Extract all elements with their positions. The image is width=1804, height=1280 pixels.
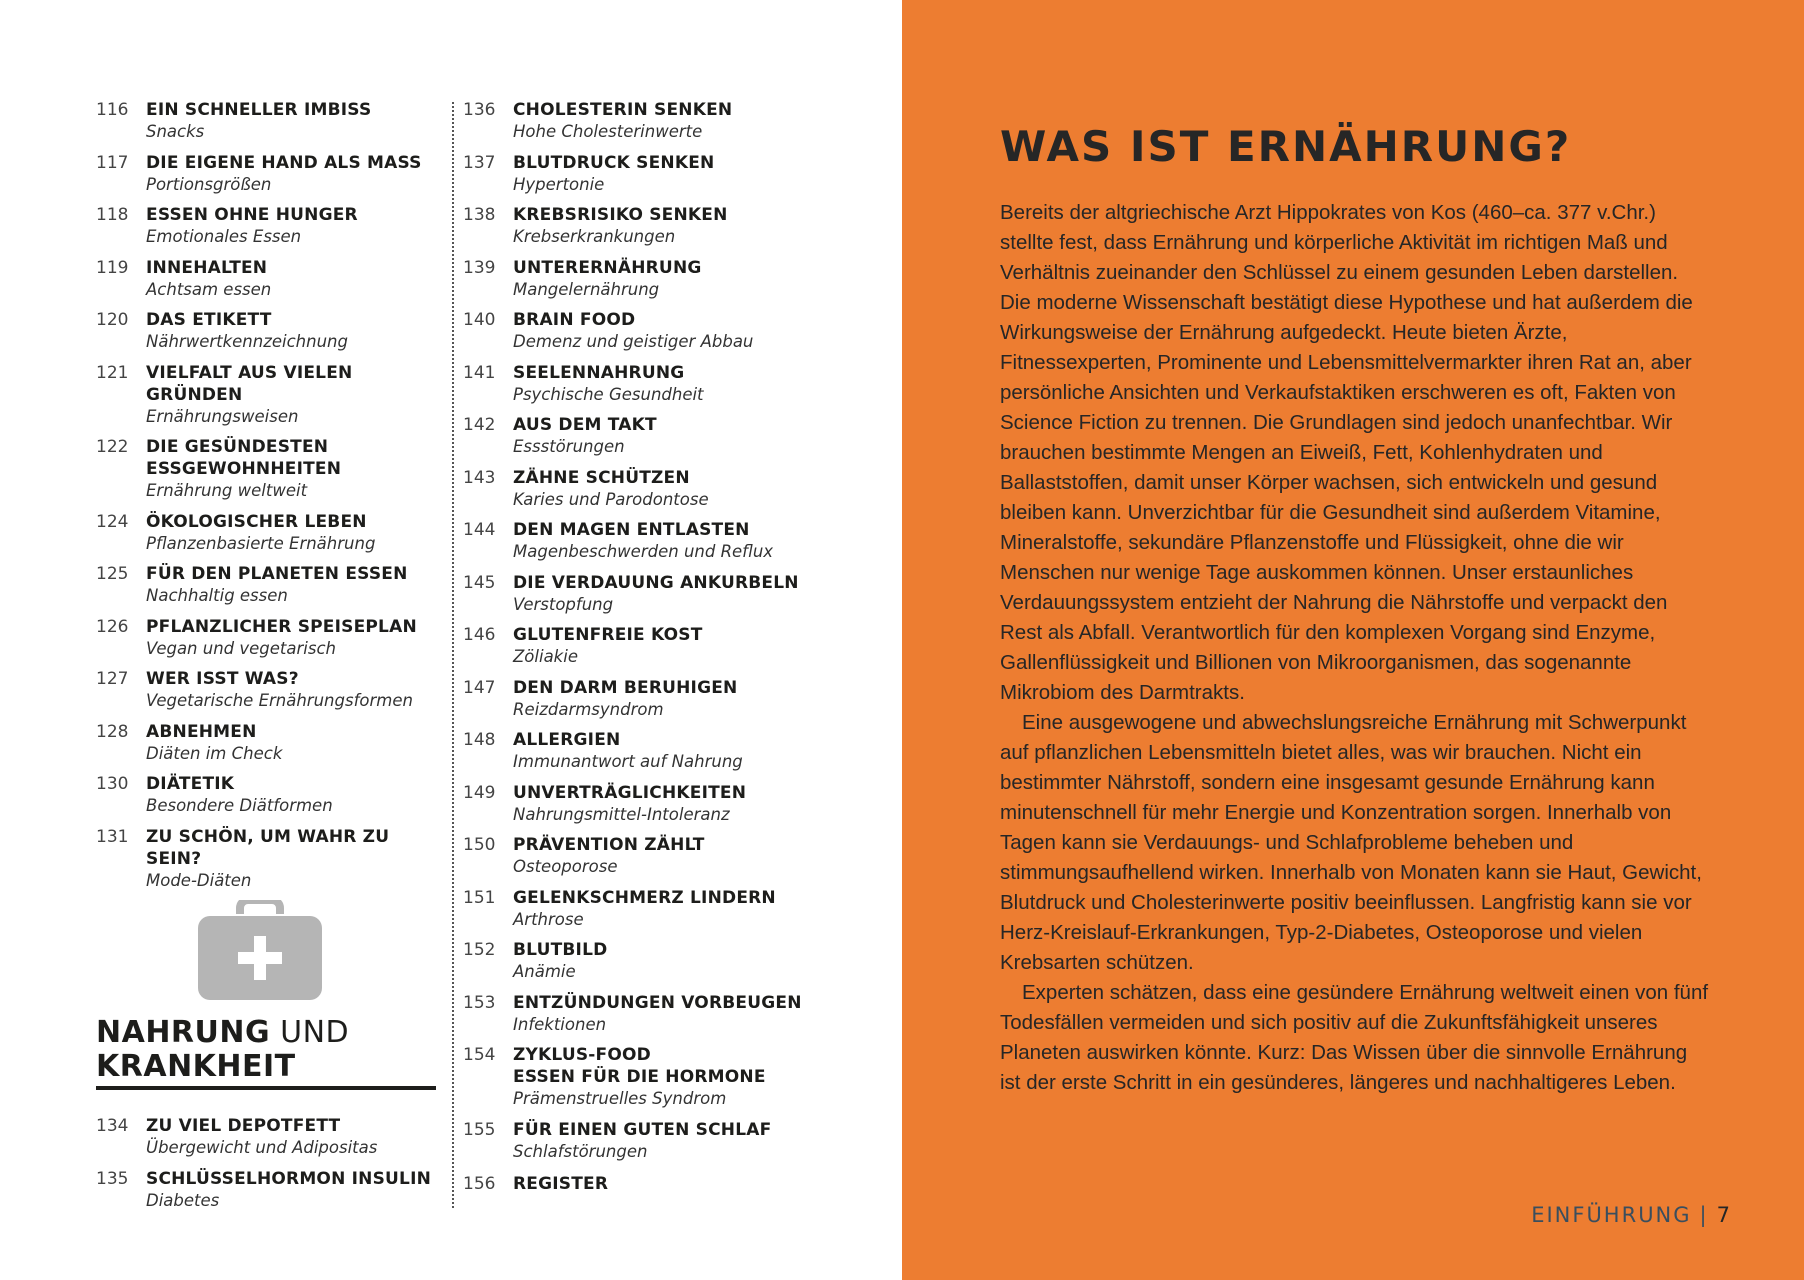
toc-title: UNVERTRÄGLICHKEITEN bbox=[513, 782, 747, 803]
section-heading-light: UND bbox=[270, 1015, 350, 1050]
toc-title: FÜR EINEN GUTEN SCHLAF bbox=[513, 1119, 772, 1140]
toc-page-number: 125 bbox=[96, 564, 129, 584]
toc-page-number: 134 bbox=[96, 1116, 129, 1136]
toc-title: DIE GESÜNDESTEN ESSGEWOHNHEITEN bbox=[146, 437, 342, 479]
toc-title: FÜR DEN PLANETEN ESSEN bbox=[146, 564, 408, 584]
toc-page-number: 140 bbox=[463, 310, 496, 330]
toc-entry bbox=[463, 362, 823, 406]
toc-title: KREBSRISIKO SENKEN bbox=[513, 205, 728, 225]
toc-page-number: 124 bbox=[96, 511, 129, 532]
toc-entry bbox=[96, 1168, 446, 1212]
toc-subtitle: Achtsam essen bbox=[146, 279, 272, 299]
toc-subtitle: Nahrungsmittel-Intoleranz bbox=[513, 804, 730, 824]
toc-subtitle: Mangelernährung bbox=[513, 279, 660, 299]
toc-title: UNTERERNÄHRUNG bbox=[513, 257, 702, 278]
toc-entry bbox=[96, 826, 446, 892]
article-body bbox=[1000, 198, 1712, 1098]
toc-column-1 bbox=[96, 99, 446, 900]
toc-title: DEN DARM BERUHIGEN bbox=[513, 677, 738, 698]
toc-title: ZU SCHÖN, UM WAHR ZU SEIN? bbox=[146, 826, 390, 869]
toc-subtitle: Osteoporose bbox=[513, 857, 618, 876]
toc-subtitle: Snacks bbox=[146, 122, 205, 141]
toc-title: ENTZÜNDUNGEN VORBEUGEN bbox=[513, 992, 802, 1013]
toc-title: ESSEN OHNE HUNGER bbox=[146, 205, 358, 225]
toc-subtitle: Immunantwort auf Nahrung bbox=[513, 752, 743, 771]
toc-page-number: 136 bbox=[463, 100, 496, 120]
toc-subtitle: Portionsgrößen bbox=[146, 174, 272, 194]
toc-subtitle: Diäten im Check bbox=[146, 743, 283, 763]
toc-page-number: 145 bbox=[463, 572, 496, 593]
toc-subtitle: Verstopfung bbox=[513, 594, 614, 614]
article-paragraph-1: Bereits der altgriechische Arzt Hippokrates von Kos (460–ca. 377 v.Chr.) stellte fest, dass Ernährung und körperliche Aktivität im richtigen Maß und Verhältnis zueinander den Schlüssel zu einem gesunden Leben darstellen. Die moderne Wissenschaft bestätigt diese Hypothese und hat außerdem die Wirkungsweise der Ernährung aufgedeckt. Heute bieten Ärzte, Fitnessexperten, Prominente und Lebensmittelvermarkter ihren Rat an, aber persönliche Ansichten und Verkaufstaktiken erschweren es oft, Fakten von Science Fiction zu trennen. Die Grundlagen sind jedoch unanfechtbar. Wir brauchen bestimmte Mengen an Eiweiß, Fett, Kohlenhydraten und Ballaststoffen, damit unser Körper wachsen, sich entwickeln und gesund bleiben kann. Unverzichtbar für die Gesundheit sind außerdem Vitamine, Mineralstoffe, sekundäre Pflanzenstoffe und Flüssigkeit, ohne die wir Menschen nur wenige Tage auskommen können. Unser erstaunliches Verdauungssystem entzieht der Nahrung die Nährstoffe und verpackt den Rest als Abfall. Verantwortlich für den komplexen Vorgang sind Enzyme, Gallenflüssigkeit und Billionen von Mikroorganismen, das sogenannte Mikrobiom des Darmtrakts. bbox=[1000, 201, 1693, 704]
toc-subtitle: Vegetarische Ernährungsformen bbox=[146, 691, 413, 710]
toc-title: PFLANZLICHER SPEISEPLAN bbox=[146, 616, 417, 637]
toc-entry bbox=[96, 309, 446, 353]
toc-subtitle: Übergewicht und Adipositas bbox=[146, 1138, 378, 1157]
toc-entry bbox=[463, 782, 823, 826]
toc-title: DIE VERDAUUNG ANKURBELN bbox=[513, 572, 799, 593]
toc-subtitle: Arthrose bbox=[513, 909, 584, 929]
toc-page-number: 146 bbox=[463, 625, 496, 645]
toc-page-number: 128 bbox=[96, 721, 129, 742]
toc-title: BRAIN FOOD bbox=[513, 310, 636, 330]
toc-entry bbox=[463, 677, 823, 721]
toc-page-number: 126 bbox=[96, 616, 129, 637]
section-heading bbox=[96, 1016, 436, 1090]
toc-page-number: 143 bbox=[463, 467, 496, 488]
toc-page-number: 121 bbox=[96, 362, 129, 383]
toc-entry bbox=[463, 939, 823, 983]
footer-section-label: EINFÜHRUNG bbox=[1531, 1203, 1692, 1227]
toc-title: DAS ETIKETT bbox=[146, 310, 272, 330]
toc-entry bbox=[463, 257, 823, 301]
toc-subtitle: Ernährungsweisen bbox=[146, 406, 299, 426]
toc-title: ZÄHNE SCHÜTZEN bbox=[513, 467, 690, 488]
toc-page-number: 150 bbox=[463, 835, 496, 855]
toc-page-number: 149 bbox=[463, 782, 496, 803]
toc-subtitle: Reizdarmsyndrom bbox=[513, 699, 664, 719]
toc-entry bbox=[463, 1119, 823, 1163]
toc-title: ZU VIEL DEPOTFETT bbox=[146, 1116, 341, 1136]
toc-entry bbox=[463, 414, 823, 458]
footer-page-number: 7 bbox=[1716, 1203, 1732, 1227]
toc-subtitle: Hypertonie bbox=[513, 174, 605, 194]
toc-entry bbox=[463, 887, 823, 931]
toc-subtitle: Nährwertkennzeichnung bbox=[146, 332, 348, 351]
toc-subtitle: Emotionales Essen bbox=[146, 227, 302, 246]
toc-subtitle: Magenbeschwerden und Reflux bbox=[513, 542, 774, 561]
toc-title: CHOLESTERIN SENKEN bbox=[513, 100, 733, 120]
toc-subtitle: Schlafstörungen bbox=[513, 1141, 648, 1161]
page-footer bbox=[1531, 1203, 1732, 1227]
toc-entry bbox=[96, 773, 446, 817]
toc-subtitle: Psychische Gesundheit bbox=[513, 384, 704, 404]
toc-entry bbox=[463, 1173, 823, 1195]
toc-title: SCHLÜSSELHORMON INSULIN bbox=[146, 1168, 432, 1189]
section-heading-bold: NAHRUNG bbox=[96, 1015, 271, 1050]
toc-page-number: 138 bbox=[463, 205, 496, 225]
article-paragraph-2: Eine ausgewogene und abwechslungsreiche Ernährung mit Schwerpunkt auf pflanzlichen Lebensmitteln bietet alles, was wir brauchen. Nicht ein bestimmter Nährstoff, sondern eine insgesamt gesunde Ernährung kann minutenschnell für mehr Energie und Konzentration sorgen. Innerhalb von Tagen kann sie Verdauungs- und Schlafprobleme beheben und stimmungsaufhellend wirken. Innerhalb von Monaten kann sie Haut, Gewicht, Blutdruck und Cholesterinwerte positiv beeinflussen. Langfristig kann sie vor Herz-Kreislauf-Erkrankungen, Typ-2-Diabetes, Osteoporose und vielen Krebsarten schützen. bbox=[1000, 711, 1702, 974]
toc-entry bbox=[96, 99, 446, 143]
toc-title: ÖKOLOGISCHER LEBEN bbox=[146, 511, 367, 532]
toc-subtitle: Nachhaltig essen bbox=[146, 586, 288, 605]
toc-title: BLUTBILD bbox=[513, 940, 608, 960]
toc-title: ALLERGIEN bbox=[513, 730, 621, 750]
toc-page-number: 130 bbox=[96, 774, 129, 794]
toc-entry bbox=[463, 519, 823, 563]
toc-title: PRÄVENTION ZÄHLT bbox=[513, 835, 705, 855]
toc-page-number: 144 bbox=[463, 520, 496, 540]
toc-title: DEN MAGEN ENTLASTEN bbox=[513, 520, 750, 540]
toc-entry bbox=[463, 309, 823, 353]
toc-subtitle: Zöliakie bbox=[513, 647, 578, 666]
toc-title: BLUTDRUCK SENKEN bbox=[513, 152, 715, 173]
toc-title: GLUTENFREIE KOST bbox=[513, 625, 703, 645]
toc-page-number: 141 bbox=[463, 362, 496, 383]
toc-subtitle: Infektionen bbox=[513, 1014, 607, 1034]
toc-entry bbox=[96, 721, 446, 765]
toc-section-list bbox=[96, 1115, 446, 1220]
toc-title: ABNEHMEN bbox=[146, 721, 257, 742]
toc-page-number: 155 bbox=[463, 1119, 496, 1140]
toc-subtitle: Krebserkrankungen bbox=[513, 227, 676, 246]
toc-entry bbox=[96, 152, 446, 196]
article-title: WAS IST ERNÄHRUNG? bbox=[1000, 122, 1572, 171]
toc-page-number: 154 bbox=[463, 1045, 496, 1065]
toc-subtitle: Ernährung weltweit bbox=[146, 481, 308, 500]
toc-entry bbox=[96, 668, 446, 712]
toc-entry bbox=[463, 467, 823, 511]
toc-title: EIN SCHNELLER IMBISS bbox=[146, 100, 372, 120]
toc-title: DIÄTETIK bbox=[146, 774, 235, 794]
toc-page-number: 152 bbox=[463, 940, 496, 960]
toc-entry bbox=[463, 624, 823, 668]
toc-page-number: 127 bbox=[96, 669, 129, 689]
toc-subtitle: Hohe Cholesterinwerte bbox=[513, 122, 703, 141]
toc-subtitle: Besondere Diätformen bbox=[146, 796, 333, 815]
toc-entry bbox=[463, 1044, 823, 1110]
toc-page-number: 119 bbox=[96, 257, 129, 278]
toc-page-number: 122 bbox=[96, 437, 129, 457]
toc-page-number: 118 bbox=[96, 205, 129, 225]
toc-subtitle: Karies und Parodontose bbox=[513, 489, 709, 509]
toc-page-number: 131 bbox=[96, 826, 129, 847]
toc-page-number: 151 bbox=[463, 887, 496, 908]
toc-entry bbox=[96, 616, 446, 660]
toc-page-number: 117 bbox=[96, 152, 129, 173]
toc-page-number: 147 bbox=[463, 677, 496, 698]
toc-title: SEELENNAHRUNG bbox=[513, 362, 685, 383]
column-divider bbox=[452, 102, 454, 1208]
toc-column-2 bbox=[463, 99, 823, 1203]
toc-entry bbox=[463, 992, 823, 1036]
toc-page-number: 116 bbox=[96, 100, 129, 120]
toc-entry bbox=[463, 572, 823, 616]
toc-title: VIELFALT AUS VIELEN GRÜNDEN bbox=[146, 362, 353, 405]
toc-title: WER ISST WAS? bbox=[146, 669, 299, 689]
toc-title: REGISTER bbox=[513, 1173, 609, 1194]
toc-subtitle: Vegan und vegetarisch bbox=[146, 638, 337, 658]
toc-title: DIE EIGENE HAND ALS MASS bbox=[146, 152, 422, 173]
toc-title: AUS DEM TAKT bbox=[513, 415, 657, 435]
toc-page-number: 137 bbox=[463, 152, 496, 173]
toc-entry bbox=[96, 511, 446, 555]
toc-entry bbox=[96, 257, 446, 301]
toc-entry bbox=[96, 436, 446, 502]
toc-page-number: 142 bbox=[463, 415, 496, 435]
toc-page-number: 153 bbox=[463, 992, 496, 1013]
toc-entry bbox=[96, 563, 446, 607]
footer-separator: | bbox=[1699, 1203, 1709, 1227]
toc-title: ZYKLUS-FOOD ESSEN FÜR DIE HORMONE bbox=[513, 1045, 766, 1087]
toc-page-number: 148 bbox=[463, 730, 496, 750]
toc-title: INNEHALTEN bbox=[146, 257, 268, 278]
toc-page-number: 120 bbox=[96, 310, 129, 330]
toc-subtitle: Essstörungen bbox=[513, 437, 625, 456]
toc-subtitle: Pflanzenbasierte Ernährung bbox=[146, 533, 376, 553]
toc-entry bbox=[463, 152, 823, 196]
toc-entry bbox=[463, 99, 823, 143]
toc-title: GELENKSCHMERZ LINDERN bbox=[513, 887, 776, 908]
toc-entry bbox=[463, 834, 823, 878]
toc-entry bbox=[463, 204, 823, 248]
first-aid-kit-icon bbox=[198, 900, 322, 1000]
toc-entry bbox=[96, 204, 446, 248]
toc-entry bbox=[463, 729, 823, 773]
toc-subtitle: Prämenstruelles Syndrom bbox=[513, 1089, 727, 1108]
toc-subtitle: Diabetes bbox=[146, 1190, 220, 1210]
toc-page-number: 139 bbox=[463, 257, 496, 278]
toc-subtitle: Anämie bbox=[513, 962, 576, 981]
toc-page-number: 156 bbox=[463, 1173, 496, 1194]
toc-entry bbox=[96, 1115, 446, 1159]
toc-subtitle: Demenz und geistiger Abbau bbox=[513, 332, 754, 351]
article-paragraph-3: Experten schätzen, dass eine gesündere Ernährung weltweit einen von fünf Todesfällen vermeiden und sich positiv auf die Zukunftsfähigkeit unseres Planeten auswirken könnte. Kurz: Das Wissen über die sinnvolle Ernährung ist der erste Schritt in ein gesünderes, längeres und nachhaltigeres Leben. bbox=[1000, 981, 1709, 1094]
toc-subtitle: Mode-Diäten bbox=[146, 870, 252, 890]
toc-page-number: 135 bbox=[96, 1168, 129, 1189]
section-heading-line2: KRANKHEIT bbox=[96, 1049, 296, 1084]
toc-entry bbox=[96, 362, 446, 428]
